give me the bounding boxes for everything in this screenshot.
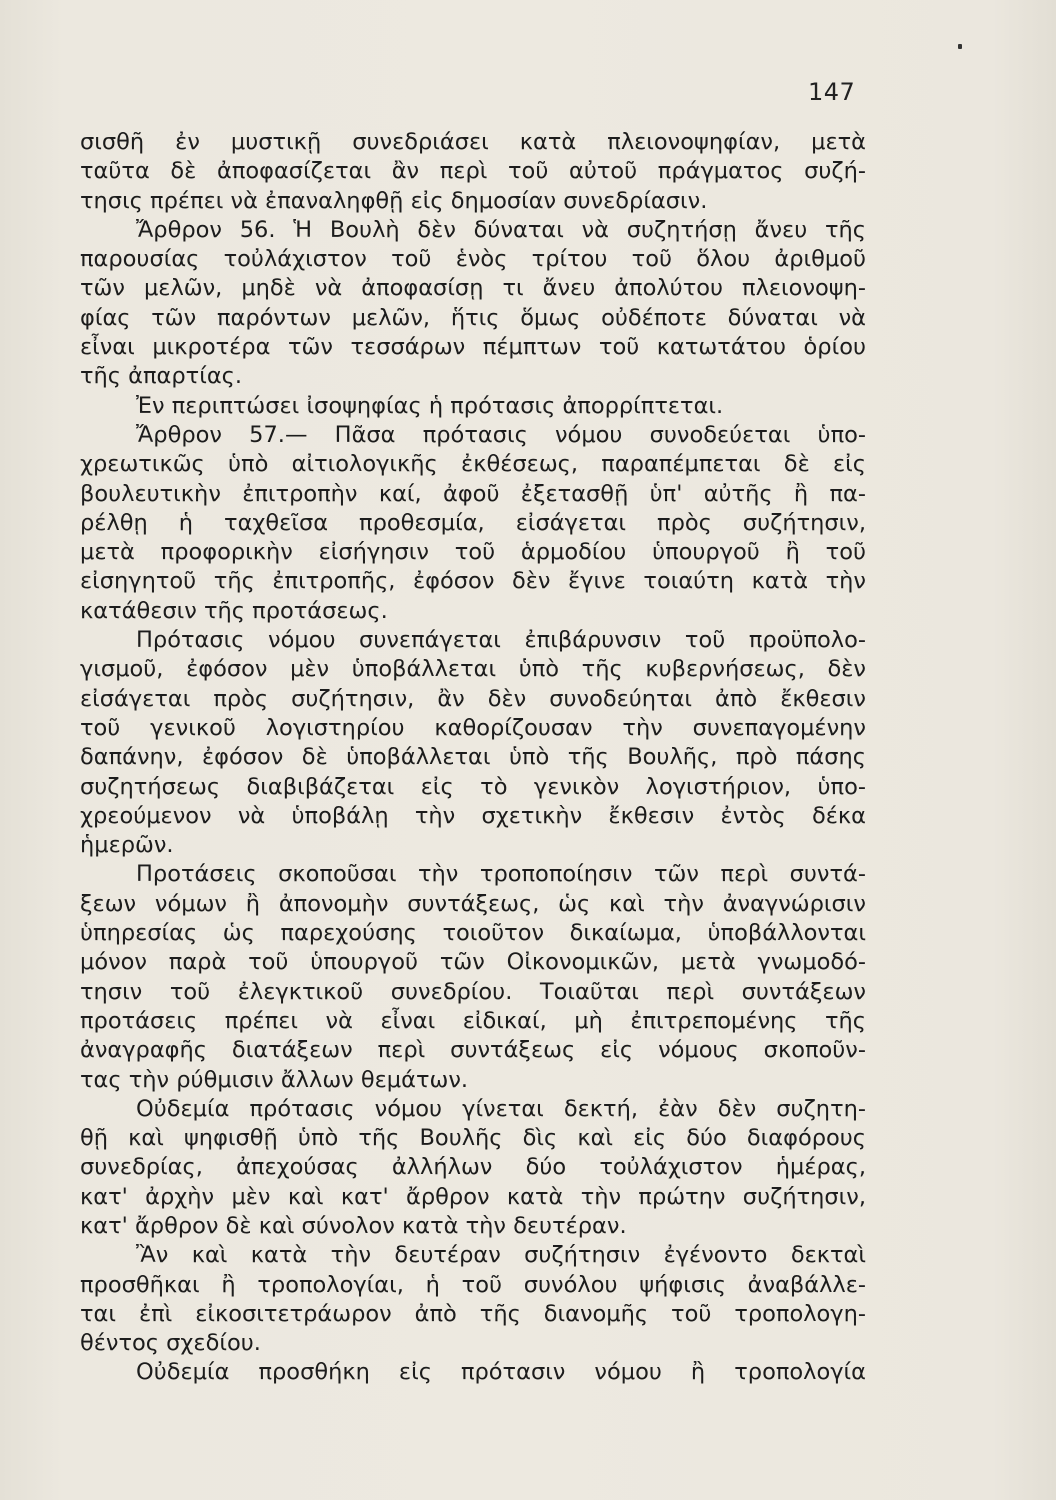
text-line: εἰσηγητοῦ τῆς ἐπιτροπῆς, ἐφόσον δὲν ἔγινε τοιαύτη κατὰ τὴν xyxy=(80,568,866,595)
text-line: εἰσάγεται πρὸς συζήτησιν, ἂν δὲν συνοδεύηται ἀπὸ ἔκθεσιν xyxy=(80,685,866,712)
text-line: Ἄρθρον 56. Ἡ Βουλὴ δὲν δύναται νὰ συζητήσῃ ἄνευ τῆς xyxy=(136,216,866,243)
text-line: τοῦ γενικοῦ λογιστηρίου καθορίζουσαν τὴν συνεπαγομένην xyxy=(80,714,866,741)
text-line: προτάσεις πρέπει νὰ εἶναι εἰδικαί, μὴ ἐπιτρεπομένης τῆς xyxy=(80,1007,866,1034)
text-line: Πρότασις νόμου συνεπάγεται ἐπιβάρυνσιν τοῦ προϋπολο- xyxy=(136,627,866,654)
text-line: προσθῆκαι ἢ τροπολογίαι, ἡ τοῦ συνόλου ψήφισις ἀναβάλλε- xyxy=(80,1271,866,1298)
text-line: ρέλθῃ ἡ ταχθεῖσα προθεσμία, εἰσάγεται πρὸς συζήτησιν, xyxy=(80,509,866,536)
text-line: ξεων νόμων ἢ ἀπονομὴν συντάξεως, ὡς καὶ τὴν ἀναγνώρισιν xyxy=(80,890,866,917)
text-line: ται ἐπὶ εἰκοσιτετράωρον ἀπὸ τῆς διανομῆς τοῦ τροπολογη- xyxy=(80,1300,866,1327)
text-line: ἀναγραφῆς διατάξεων περὶ συντάξεως εἰς νόμους σκοποῦν- xyxy=(80,1037,866,1064)
text-line: Οὐδεμία πρότασις νόμου γίνεται δεκτή, ἐὰν δὲν συζητη- xyxy=(136,1095,866,1122)
text-line: συζητήσεως διαβιβάζεται εἰς τὸ γενικὸν λογιστήριον, ὑπο- xyxy=(80,773,866,800)
ink-mark xyxy=(958,44,962,49)
text-line: ἡμερῶν. xyxy=(80,832,174,859)
text-line: γισμοῦ, ἐφόσον μὲν ὑποβάλλεται ὑπὸ τῆς κυβερνήσεως, δὲν xyxy=(80,656,866,683)
text-line: Προτάσεις σκοποῦσαι τὴν τροποποίησιν τῶν περὶ συντά- xyxy=(136,861,866,888)
text-line: σισθῆ ἐν μυστικῇ συνεδριάσει κατὰ πλειονοψηφίαν, μετὰ xyxy=(80,129,866,155)
text-line: Οὐδεμία προσθήκη εἰς πρότασιν νόμου ἢ τροπολογία xyxy=(136,1359,866,1386)
text-line: παρουσίας τοὐλάχιστον τοῦ ἑνὸς τρίτου τοῦ ὅλου ἀριθμοῦ xyxy=(80,246,866,273)
text-line: τησιν τοῦ ἐλεγκτικοῦ συνεδρίου. Τοιαῦται περὶ συντάξεων xyxy=(80,978,866,1005)
body-text xyxy=(80,128,866,1388)
page-number: 147 xyxy=(808,78,856,106)
text-line: τῶν μελῶν, μηδὲ νὰ ἀποφασίσῃ τι ἄνευ ἀπολύτου πλειονοψη- xyxy=(80,275,866,302)
text-line: εἶναι μικροτέρα τῶν τεσσάρων πέμπτων τοῦ κατωτάτου ὁρίου xyxy=(80,334,866,361)
text-line: κατάθεσιν τῆς προτάσεως. xyxy=(80,597,388,624)
text-line: ταῦτα δὲ ἀποφασίζεται ἂν περὶ τοῦ αὐτοῦ πράγματος συζή- xyxy=(80,158,866,185)
text-line: κατ' ἀρχὴν μὲν καὶ κατ' ἄρθρον κατὰ τὴν πρώτην συζήτησιν, xyxy=(80,1183,866,1210)
text-line: βουλευτικὴν ἐπιτροπὴν καί, ἀφοῦ ἐξετασθῇ ὑπ' αὐτῆς ἢ πα- xyxy=(80,480,866,507)
text-line: Ἄρθρον 57.— Πᾶσα πρότασις νόμου συνοδεύεται ὑπο- xyxy=(136,421,866,448)
text-line: μόνον παρὰ τοῦ ὑπουργοῦ τῶν Οἰκονομικῶν, μετὰ γνωμοδό- xyxy=(80,949,866,976)
text-line: Ἐν περιπτώσει ἰσοψηφίας ἡ πρότασις ἀπορρίπτεται. xyxy=(136,392,724,419)
text-line: χρεωτικῶς ὑπὸ αἰτιολογικῆς ἐκθέσεως, παραπέμπεται δὲ εἰς xyxy=(80,451,866,478)
text-line: ὑπηρεσίας ὡς παρεχούσης τοιοῦτον δικαίωμα, ὑποβάλλονται xyxy=(80,920,866,947)
text-line: θῇ καὶ ψηφισθῇ ὑπὸ τῆς Βουλῆς δὶς καὶ εἰς δύο διαφόρους xyxy=(80,1125,866,1152)
text-line: τῆς ἀπαρτίας. xyxy=(80,363,243,390)
text-line: μετὰ προφορικὴν εἰσήγησιν τοῦ ἁρμοδίου ὑπουργοῦ ἢ τοῦ xyxy=(80,539,866,566)
text-line: συνεδρίας, ἀπεχούσας ἀλλήλων δύο τοὐλάχιστον ἡμέρας, xyxy=(80,1154,866,1181)
text-line: δαπάνην, ἐφόσον δὲ ὑποβάλλεται ὑπὸ τῆς Βουλῆς, πρὸ πάσης xyxy=(80,744,866,771)
text-line: κατ' ἄρθρον δὲ καὶ σύνολον κατὰ τὴν δευτέραν. xyxy=(80,1212,627,1239)
text-line: θέντος σχεδίου. xyxy=(80,1330,261,1357)
text-line: τας τὴν ρύθμισιν ἄλλων θεμάτων. xyxy=(80,1066,469,1093)
text-line: Ἂν καὶ κατὰ τὴν δευτέραν συζήτησιν ἐγένοντο δεκταὶ xyxy=(136,1242,866,1269)
text-line: χρεούμενον νὰ ὑποβάλῃ τὴν σχετικὴν ἔκθεσιν ἐντὸς δέκα xyxy=(80,802,866,829)
text-line: φίας τῶν παρόντων μελῶν, ἥτις ὅμως οὐδέποτε δύναται νὰ xyxy=(80,304,866,331)
text-line: τησις πρέπει νὰ ἐπαναληφθῇ εἰς δημοσίαν συνεδρίασιν. xyxy=(80,187,708,214)
